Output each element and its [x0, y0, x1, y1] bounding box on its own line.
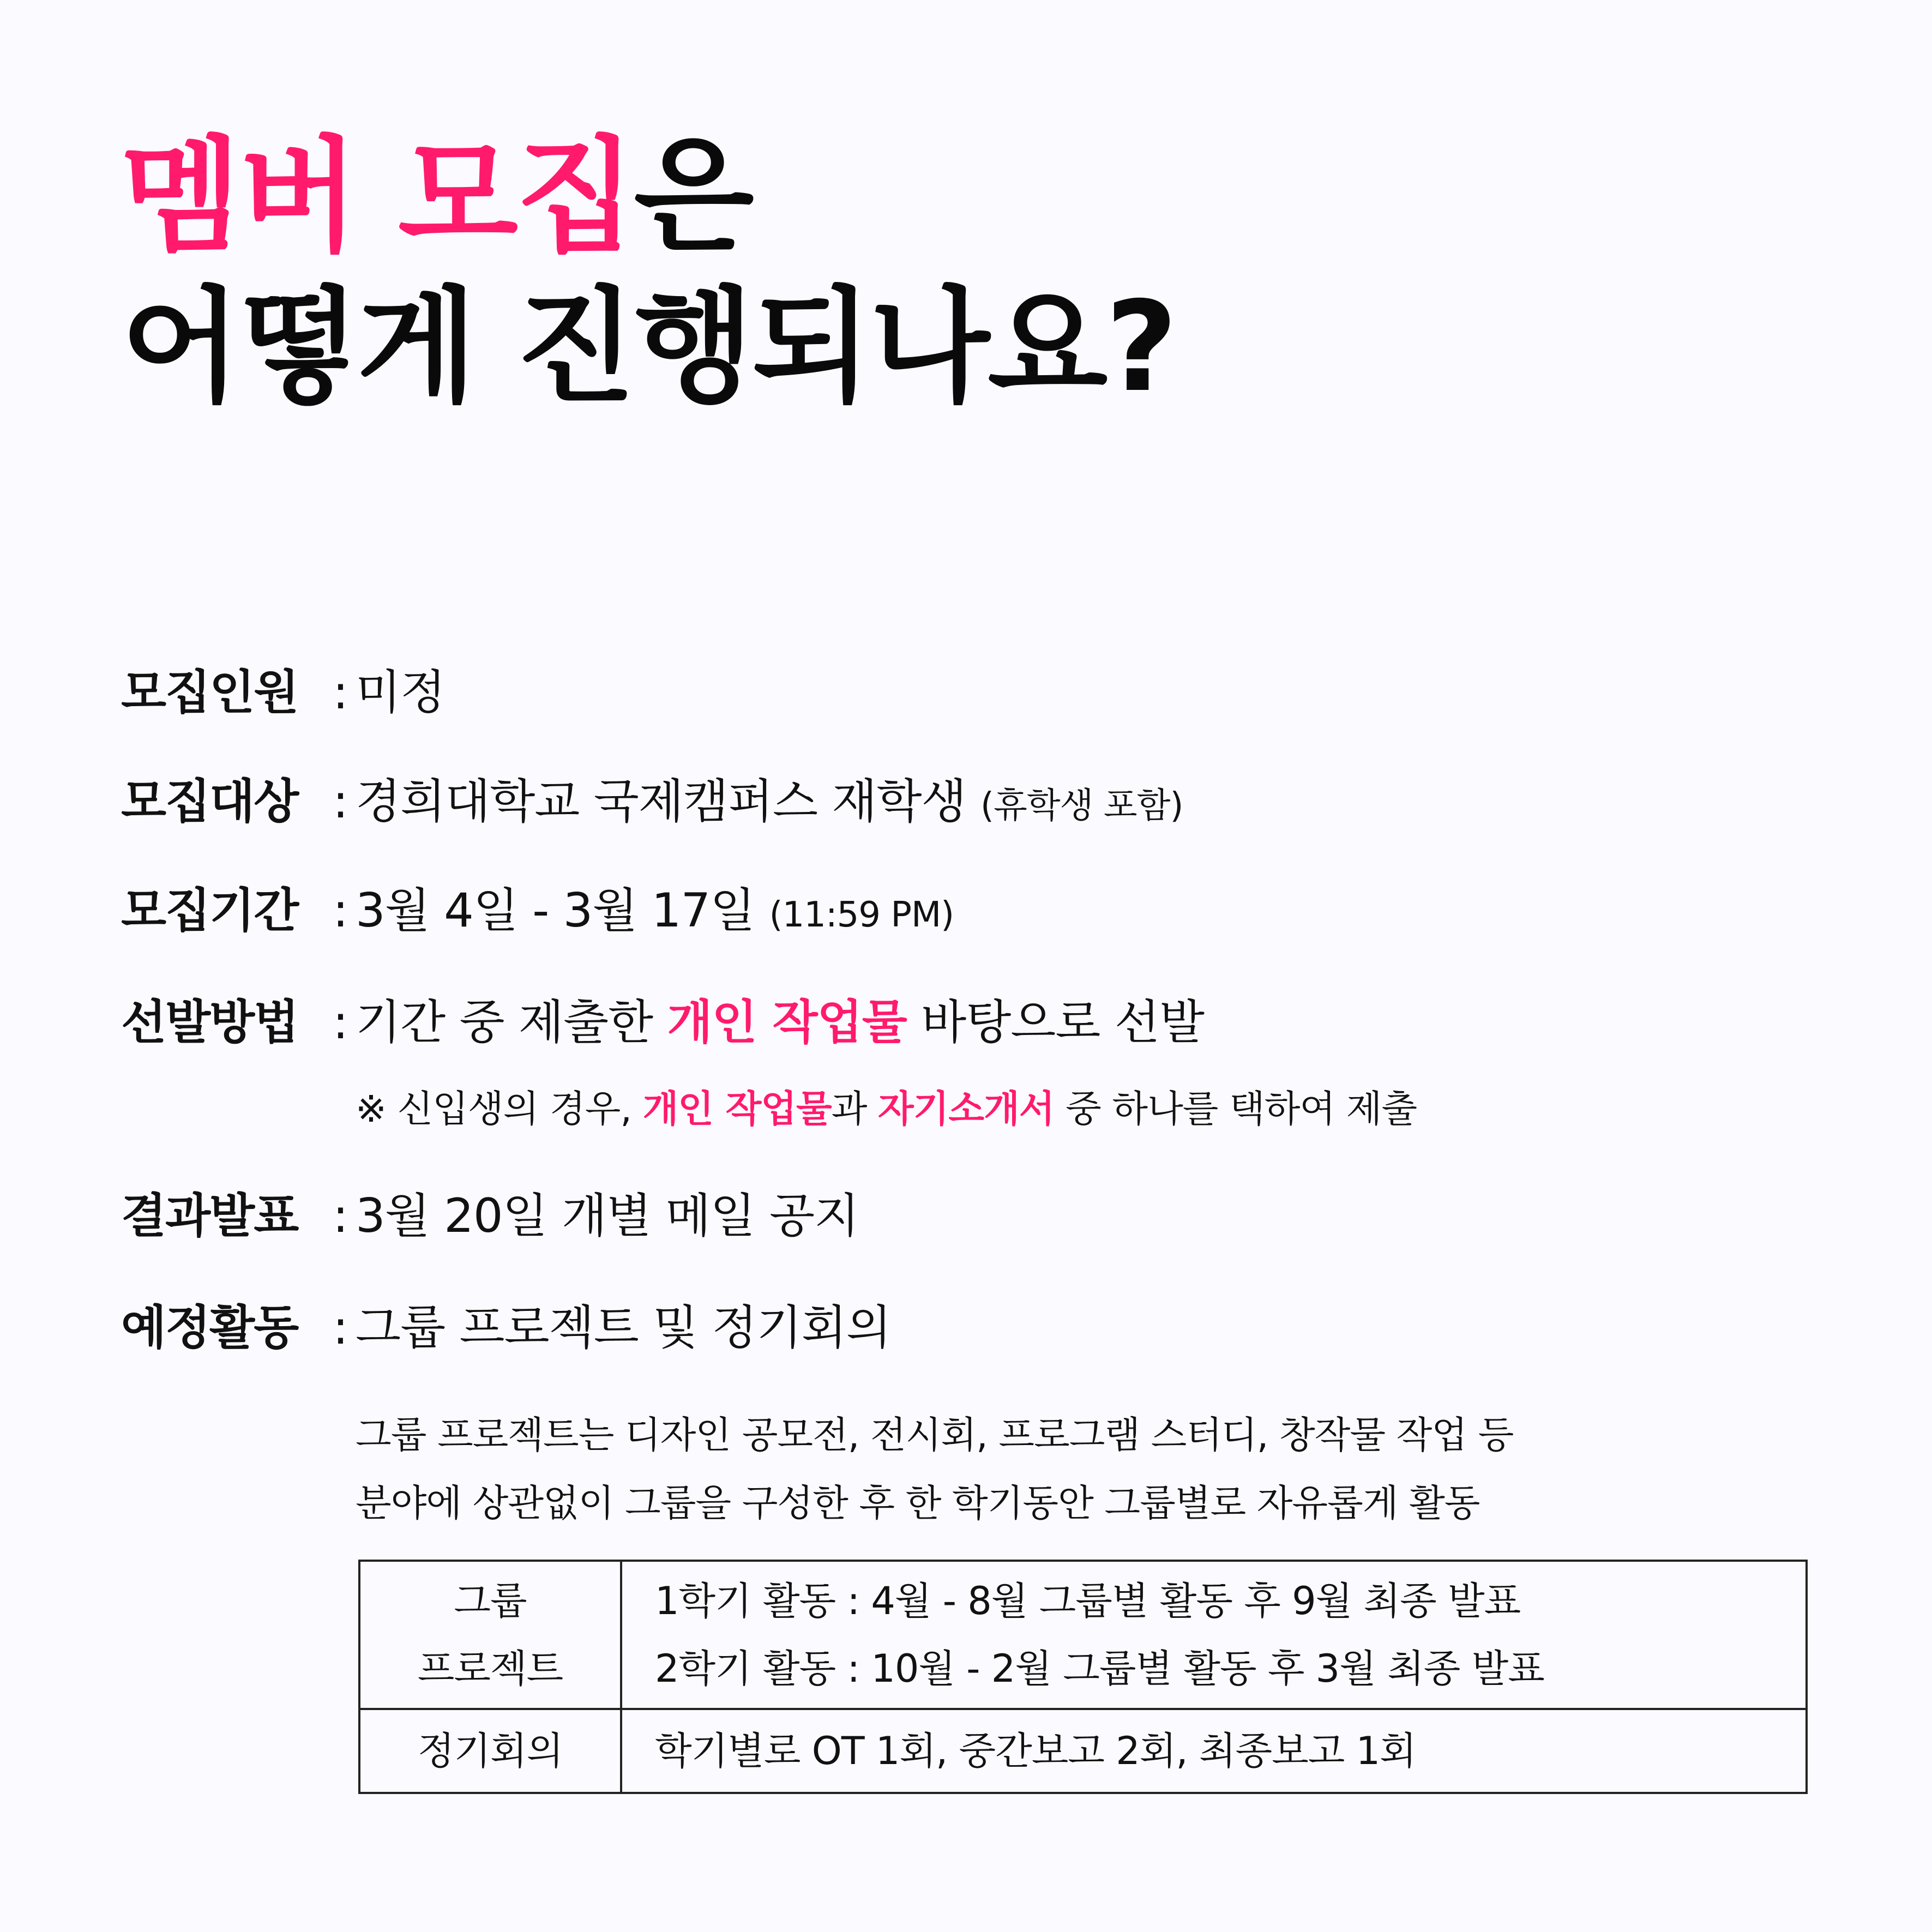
remark-mid: 과 [831, 1088, 867, 1131]
table-cell-group-detail [621, 1561, 1807, 1709]
selection-pre: 기간 중 제출한 [356, 995, 653, 1050]
value-period [356, 883, 954, 942]
headline-line-2: 어떻게 진행되나요? [121, 274, 1176, 419]
remark-highlight-1: 개인 작업물 [642, 1088, 832, 1131]
selection-post: 바탕으로 선발 [921, 995, 1204, 1050]
separator: : [333, 1189, 348, 1243]
period-text: 3월 4일 - 3월 17일 [356, 883, 755, 938]
separator: : [333, 774, 348, 829]
value-result: 3월 20일 개별 메일 공지 [356, 1189, 859, 1243]
remark-pre: ※ 신입생의 경우, [356, 1088, 631, 1131]
period-note: (11:59 PM) [769, 895, 954, 935]
separator: : [333, 1301, 348, 1355]
group-label-line-1: 그룹 [454, 1579, 527, 1623]
headline-line-1 [121, 121, 1176, 272]
table-cell-group-label [359, 1561, 621, 1709]
label-headcount: 모집인원 [121, 665, 298, 720]
value-selection [356, 995, 1204, 1050]
target-text: 경희대학교 국제캠퍼스 재학생 [356, 774, 966, 829]
table-row [359, 1561, 1807, 1709]
label-period: 모집기간 [121, 883, 298, 938]
label-selection: 선발방법 [121, 995, 298, 1050]
value-headcount: 미정 [356, 665, 446, 720]
table-row [359, 1709, 1807, 1793]
separator: : [333, 665, 348, 720]
label-target: 모집대상 [121, 774, 298, 829]
group-detail-line-1: 1학기 활동 : 4월 - 8월 그룹별 활동 후 9월 최종 발표 [655, 1579, 1521, 1623]
schedule-table [358, 1560, 1808, 1794]
activity-description [356, 1401, 1513, 1538]
headline-highlight: 멤버 모집 [121, 124, 634, 269]
selection-highlight: 개인 작업물 [667, 995, 907, 1050]
activity-desc-line-2: 분야에 상관없이 그룹을 구성한 후 한 학기동안 그룹별로 자유롭게 활동 [356, 1482, 1480, 1525]
value-activity: 그룹 프로젝트 및 정기회의 [356, 1301, 891, 1355]
table-cell-meeting-detail: 학기별로 OT 1회, 중간보고 2회, 최종보고 1회 [621, 1709, 1807, 1793]
label-result: 결과발표 [121, 1189, 298, 1243]
target-note: (휴학생 포함) [980, 786, 1183, 826]
value-target [356, 774, 1183, 833]
group-detail-line-2: 2학기 활동 : 10월 - 2월 그룹별 활동 후 3월 최종 발표 [655, 1646, 1544, 1691]
label-activity: 예정활동 [121, 1301, 298, 1355]
separator: : [333, 995, 348, 1050]
selection-remark [356, 1085, 1417, 1134]
separator: : [333, 883, 348, 938]
group-label-line-2: 프로젝트 [417, 1646, 563, 1691]
headline-suffix: 은 [634, 124, 752, 269]
table-cell-meeting-label: 정기회의 [359, 1709, 621, 1793]
activity-desc-line-1: 그룹 프로젝트는 디자인 공모전, 전시회, 프로그램 스터디, 창작물 작업 등 [356, 1414, 1514, 1457]
remark-post: 중 하나를 택하여 제출 [1066, 1088, 1417, 1131]
remark-highlight-2: 자기소개서 [878, 1088, 1055, 1131]
headline [121, 121, 1176, 422]
